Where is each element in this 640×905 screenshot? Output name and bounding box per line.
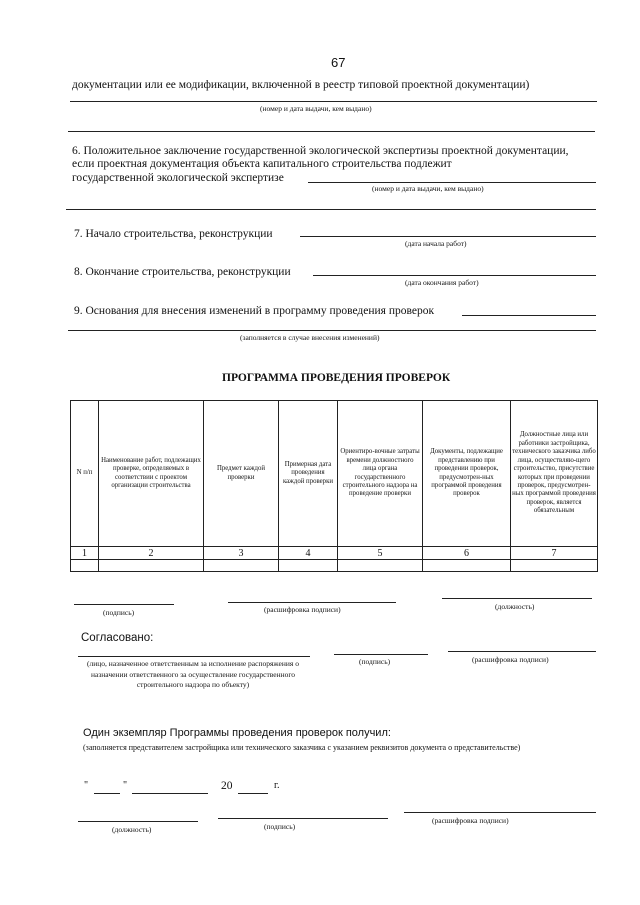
agreed-decryption-caption: (расшифровка подписи) <box>472 655 549 664</box>
table-header-cell: Примерная дата проведения каждой проверки <box>279 401 338 547</box>
table-empty-row <box>71 560 598 572</box>
received-title: Один экземпляр Программы проведения проверок получил: <box>83 727 391 739</box>
item8-underline <box>313 275 596 276</box>
table-cell <box>511 560 598 572</box>
intro-underline <box>70 101 597 102</box>
agreed-person-line <box>78 656 310 657</box>
item9-label: 9. Основания для внесения изменений в программу проведения проверок <box>74 305 435 317</box>
item9-underline <box>462 315 596 316</box>
program-table <box>70 400 598 572</box>
item8-caption: (дата окончания работ) <box>405 278 479 287</box>
table-header-row <box>71 401 598 547</box>
item7-underline <box>300 236 596 237</box>
item6-line3: государственной экологической экспертизе <box>72 172 284 184</box>
agreed-person-caption: (лицо, назначенное ответственным за исполнение распоряжения о назначении ответственного за осуществление государственного строительного надзора по объекту) <box>87 659 299 689</box>
date-year-suffix: г. <box>274 780 280 791</box>
intro-line: документации или ее модификации, включенной в реестр типовой проектной документации) <box>72 79 530 91</box>
program-title: ПРОГРАММА ПРОВЕДЕНИЯ ПРОВЕРОК <box>222 372 451 384</box>
table-number-cell: 4 <box>279 547 338 560</box>
sign1-decryption-line <box>228 602 396 603</box>
table-number-cell: 1 <box>71 547 99 560</box>
intro-caption: (номер и дата выдачи, кем выдано) <box>260 104 372 113</box>
item6-line1: 6. Положительное заключение государственной экологической экспертизы проектной документации, <box>72 145 569 157</box>
page-number: 67 <box>331 55 346 70</box>
table-header-cell: Предмет каждой проверки <box>204 401 279 547</box>
sign1-signature-caption: (подпись) <box>103 608 135 617</box>
final-position-line <box>78 821 198 822</box>
item6-caption: (номер и дата выдачи, кем выдано) <box>372 184 484 193</box>
date-month-line <box>132 793 208 794</box>
agreed-signature-line <box>334 654 428 655</box>
intro-blank-line <box>68 131 595 132</box>
item9-caption: (заполняется в случае внесения изменений) <box>240 333 380 342</box>
table-cell <box>204 560 279 572</box>
date-quote-close: " <box>123 780 128 791</box>
final-decryption-caption: (расшифровка подписи) <box>432 816 509 825</box>
table-cell <box>279 560 338 572</box>
table-number-cell: 6 <box>423 547 511 560</box>
final-signature-caption: (подпись) <box>264 822 296 831</box>
sign1-decryption-caption: (расшифровка подписи) <box>264 605 341 614</box>
table-cell <box>338 560 423 572</box>
date-year-line <box>238 793 268 794</box>
agreed-decryption-line <box>448 651 596 652</box>
date-day-line <box>94 793 120 794</box>
table-cell <box>423 560 511 572</box>
sign1-signature-line <box>74 604 174 605</box>
item6-line2: если проектная документация объекта капитального строительства подлежит <box>72 158 452 170</box>
final-position-caption: (должность) <box>112 825 152 834</box>
sign1-position-caption: (должность) <box>495 602 535 611</box>
item7-caption: (дата начала работ) <box>405 239 467 248</box>
table-header-cell: Должностные лица или работники застройщика, технического заказчика либо лица, осуществляю-щего строительство, присутствие которых при проведении проверок, предусмотрен-ных программой проведения проверок, является обязательным <box>511 401 598 547</box>
table-number-cell: 5 <box>338 547 423 560</box>
table-number-row <box>71 547 598 560</box>
item6-underline <box>308 182 596 183</box>
table-header-cell: Ориентиро-вочные затраты времени должностного лица органа государственного строительного надзора на проведение проверки <box>338 401 423 547</box>
table-number-cell: 2 <box>99 547 204 560</box>
item8-label: 8. Окончание строительства, реконструкции <box>74 266 291 278</box>
agreed-signature-caption: (подпись) <box>359 657 391 666</box>
final-decryption-line <box>404 812 596 813</box>
date-quote-open: " <box>84 780 89 791</box>
date-year-prefix: 20 <box>221 780 233 792</box>
received-note: (заполняется представителем застройщика или технического заказчика с указанием реквизитов документа о представительстве) <box>83 743 521 752</box>
table-cell <box>99 560 204 572</box>
agreed-label: Согласовано: <box>81 632 154 644</box>
sign1-position-line <box>442 598 592 599</box>
table-header-cell: Документы, подлежащие представлению при проведении проверок, предусмотрен-ных программой проведения проверок <box>423 401 511 547</box>
final-signature-line <box>218 818 388 819</box>
item7-label: 7. Начало строительства, реконструкции <box>74 228 273 240</box>
table-number-cell: 7 <box>511 547 598 560</box>
item9-blank-line <box>68 330 596 331</box>
table-header-cell: N п/п <box>71 401 99 547</box>
item6-blank-line <box>66 209 596 210</box>
table-number-cell: 3 <box>204 547 279 560</box>
table-cell <box>71 560 99 572</box>
table-header-cell: Наименование работ, подлежащих проверке, определяемых в соответствии с проектом организации строительства <box>99 401 204 547</box>
